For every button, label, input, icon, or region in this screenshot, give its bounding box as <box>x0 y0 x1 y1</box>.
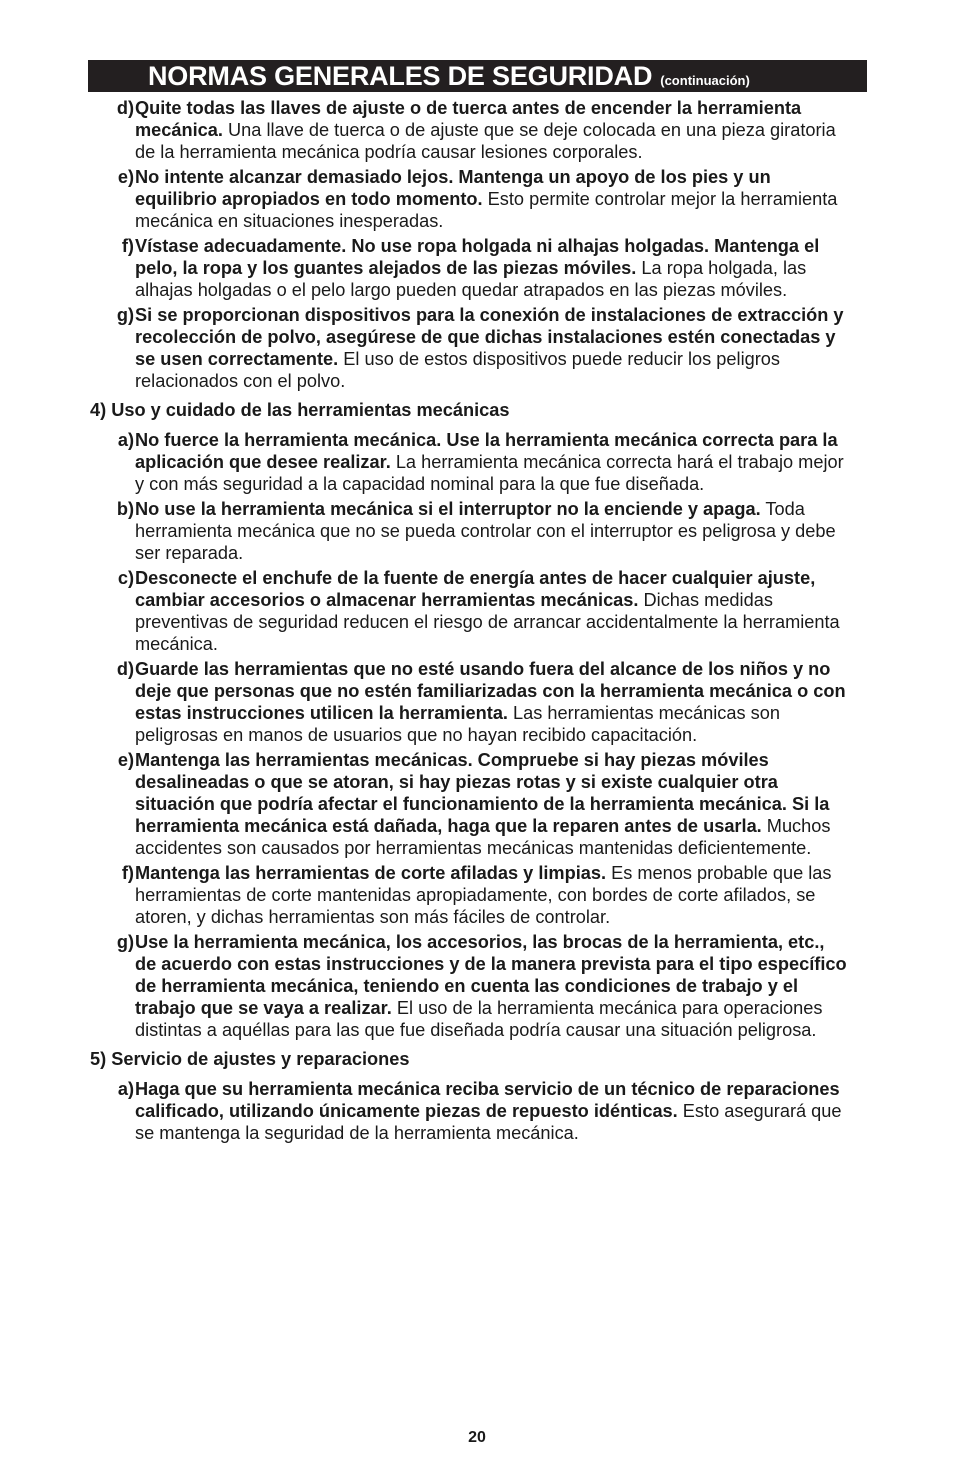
item-text <box>135 235 850 301</box>
item-text <box>135 931 850 1041</box>
item-bold-text: Mantenga las herramientas de corte afiladas y limpias. <box>135 863 607 883</box>
item-normal-text: La herramienta mecánica correcta hará el trabajo mejor y con más seguridad a la capacidad nominal para la que fue diseñada. <box>135 452 844 494</box>
item-bold-text: Quite todas las llaves de ajuste o de tuerca antes de encender la herramienta mecánica. <box>135 98 802 140</box>
item-letter: g) <box>116 305 134 325</box>
item-normal-text: El uso de estos dispositivos puede reducir los peligros relacionados con el polvo. <box>135 349 780 391</box>
list-item <box>90 97 850 163</box>
item-normal-text: Dichas medidas preventivas de seguridad reducen el riesgo de arrancar accidentalmente la herramienta mecánica. <box>135 590 840 654</box>
section-heading-4: 4) Uso y cuidado de las herramientas mecánicas <box>90 400 510 420</box>
item-text <box>135 97 850 163</box>
item-text <box>135 498 850 564</box>
item-normal-text: Una llave de tuerca o de ajuste que se deje colocada en una pieza giratoria de la herramienta mecánica podría causar lesiones corporales. <box>135 120 836 162</box>
list-item <box>90 498 850 564</box>
item-normal-text: Las herramientas mecánicas son peligrosas en manos de usuarios que no hayan recibido capacitación. <box>135 703 780 745</box>
item-letter: g) <box>116 932 134 952</box>
item-bold-text: No intente alcanzar demasiado lejos. Mantenga un apoyo de los pies y un equilibrio apropiados en todo momento. <box>135 167 771 209</box>
item-normal-text: Es menos probable que las herramientas de corte mantenidas apropiadamente, con bordes de corte afilados, se atoren, y dichas herramientas son más fáciles de controlar. <box>135 863 832 927</box>
list-item <box>90 166 850 232</box>
item-bold-text: Haga que su herramienta mecánica reciba servicio de un técnico de reparaciones calificado, utilizando únicamente piezas de repuesto idénticas. <box>135 1079 840 1121</box>
section-heading-5: 5) Servicio de ajustes y reparaciones <box>90 1049 410 1069</box>
item-text <box>135 862 850 928</box>
item-normal-text: Toda herramienta mecánica que no se pueda controlar con el interruptor es peligrosa y debe ser reparada. <box>135 499 836 563</box>
list-item <box>90 429 850 495</box>
item-bold-text: Desconecte el enchufe de la fuente de energía antes de hacer cualquier ajuste, cambiar accesorios o almacenar herramientas mecánicas. <box>135 568 816 610</box>
item-letter: d) <box>116 659 134 679</box>
list-item <box>90 304 850 392</box>
item-letter: f) <box>121 863 134 883</box>
item-letter: c) <box>117 568 134 588</box>
item-normal-text: Esto asegurará que se mantenga la seguridad de la herramienta mecánica. <box>135 1101 842 1143</box>
item-letter: f) <box>121 236 134 256</box>
item-letter: a) <box>117 1079 134 1099</box>
item-letter: a) <box>117 430 134 450</box>
list-item <box>90 931 850 1041</box>
item-bold-text: No fuerce la herramienta mecánica. Use la herramienta mecánica correcta para la aplicación que desee realizar. <box>135 430 838 472</box>
item-bold-text: Guarde las herramientas que no esté usando fuera del alcance de los niños y no deje que personas que no estén familiarizadas con la herramienta mecánica o con estas instrucciones utilicen la herramienta. <box>135 659 846 723</box>
item-text <box>135 429 850 495</box>
item-normal-text: La ropa holgada, las alhajas holgadas o el pelo largo pueden quedar atrapados en las piezas móviles. <box>135 258 807 300</box>
list-item <box>90 567 850 655</box>
page-number: 20 <box>468 1429 486 1446</box>
page-subtitle: (continuación) <box>660 73 750 88</box>
list-item <box>90 1078 850 1144</box>
list-item <box>90 749 850 859</box>
item-text <box>135 749 850 859</box>
item-text <box>135 567 850 655</box>
list-item <box>90 862 850 928</box>
item-bold-text: Vístase adecuadamente. No use ropa holgada ni alhajas holgadas. Mantenga el pelo, la ropa y los guantes alejados de las piezas móviles. <box>135 236 820 278</box>
item-bold-text: Use la herramienta mecánica, los accesorios, las brocas de la herramienta, etc., de acuerdo con estas instrucciones y de la manera prevista para el tipo específico de herramienta mecánica, teniendo en cuenta las condiciones de trabajo y el trabajo que se vaya a realizar. <box>135 932 847 1018</box>
item-bold-text: Si se proporcionan dispositivos para la conexión de instalaciones de extracción y recolección de polvo, asegúrese de que dichas instalaciones estén conectadas y se usen correctamente. <box>135 305 844 369</box>
item-text <box>135 166 850 232</box>
item-normal-text: Esto permite controlar mejor la herramienta mecánica en situaciones inesperadas. <box>135 189 838 231</box>
item-letter: d) <box>116 98 134 118</box>
list-item <box>90 235 850 301</box>
item-letter: b) <box>116 499 134 519</box>
item-normal-text: Muchos accidentes son causados por herramientas mecánicas mantenidas deficientemente. <box>135 816 831 858</box>
document-body <box>90 97 850 1147</box>
page-title: NORMAS GENERALES DE SEGURIDAD <box>148 61 653 91</box>
item-text <box>135 304 850 392</box>
item-text <box>135 1078 850 1144</box>
item-letter: e) <box>117 750 134 770</box>
item-text <box>135 658 850 746</box>
list-item <box>90 658 850 746</box>
item-letter: e) <box>117 167 134 187</box>
item-normal-text: El uso de la herramienta mecánica para operaciones distintas a aquéllas para las que fue diseñada podría causar una situación peligrosa. <box>135 998 823 1040</box>
item-bold-text: Mantenga las herramientas mecánicas. Compruebe si hay piezas móviles desalineadas o que se atoran, si hay piezas rotas y si existe cualquier otra situación que podría afectar el funcionamiento de la herramienta mecánica. Si la herramienta mecánica está dañada, haga que la reparen antes de usarla. <box>135 750 830 836</box>
section-header-bar <box>88 60 867 92</box>
item-bold-text: No use la herramienta mecánica si el interruptor no la enciende y apaga. <box>135 499 761 519</box>
